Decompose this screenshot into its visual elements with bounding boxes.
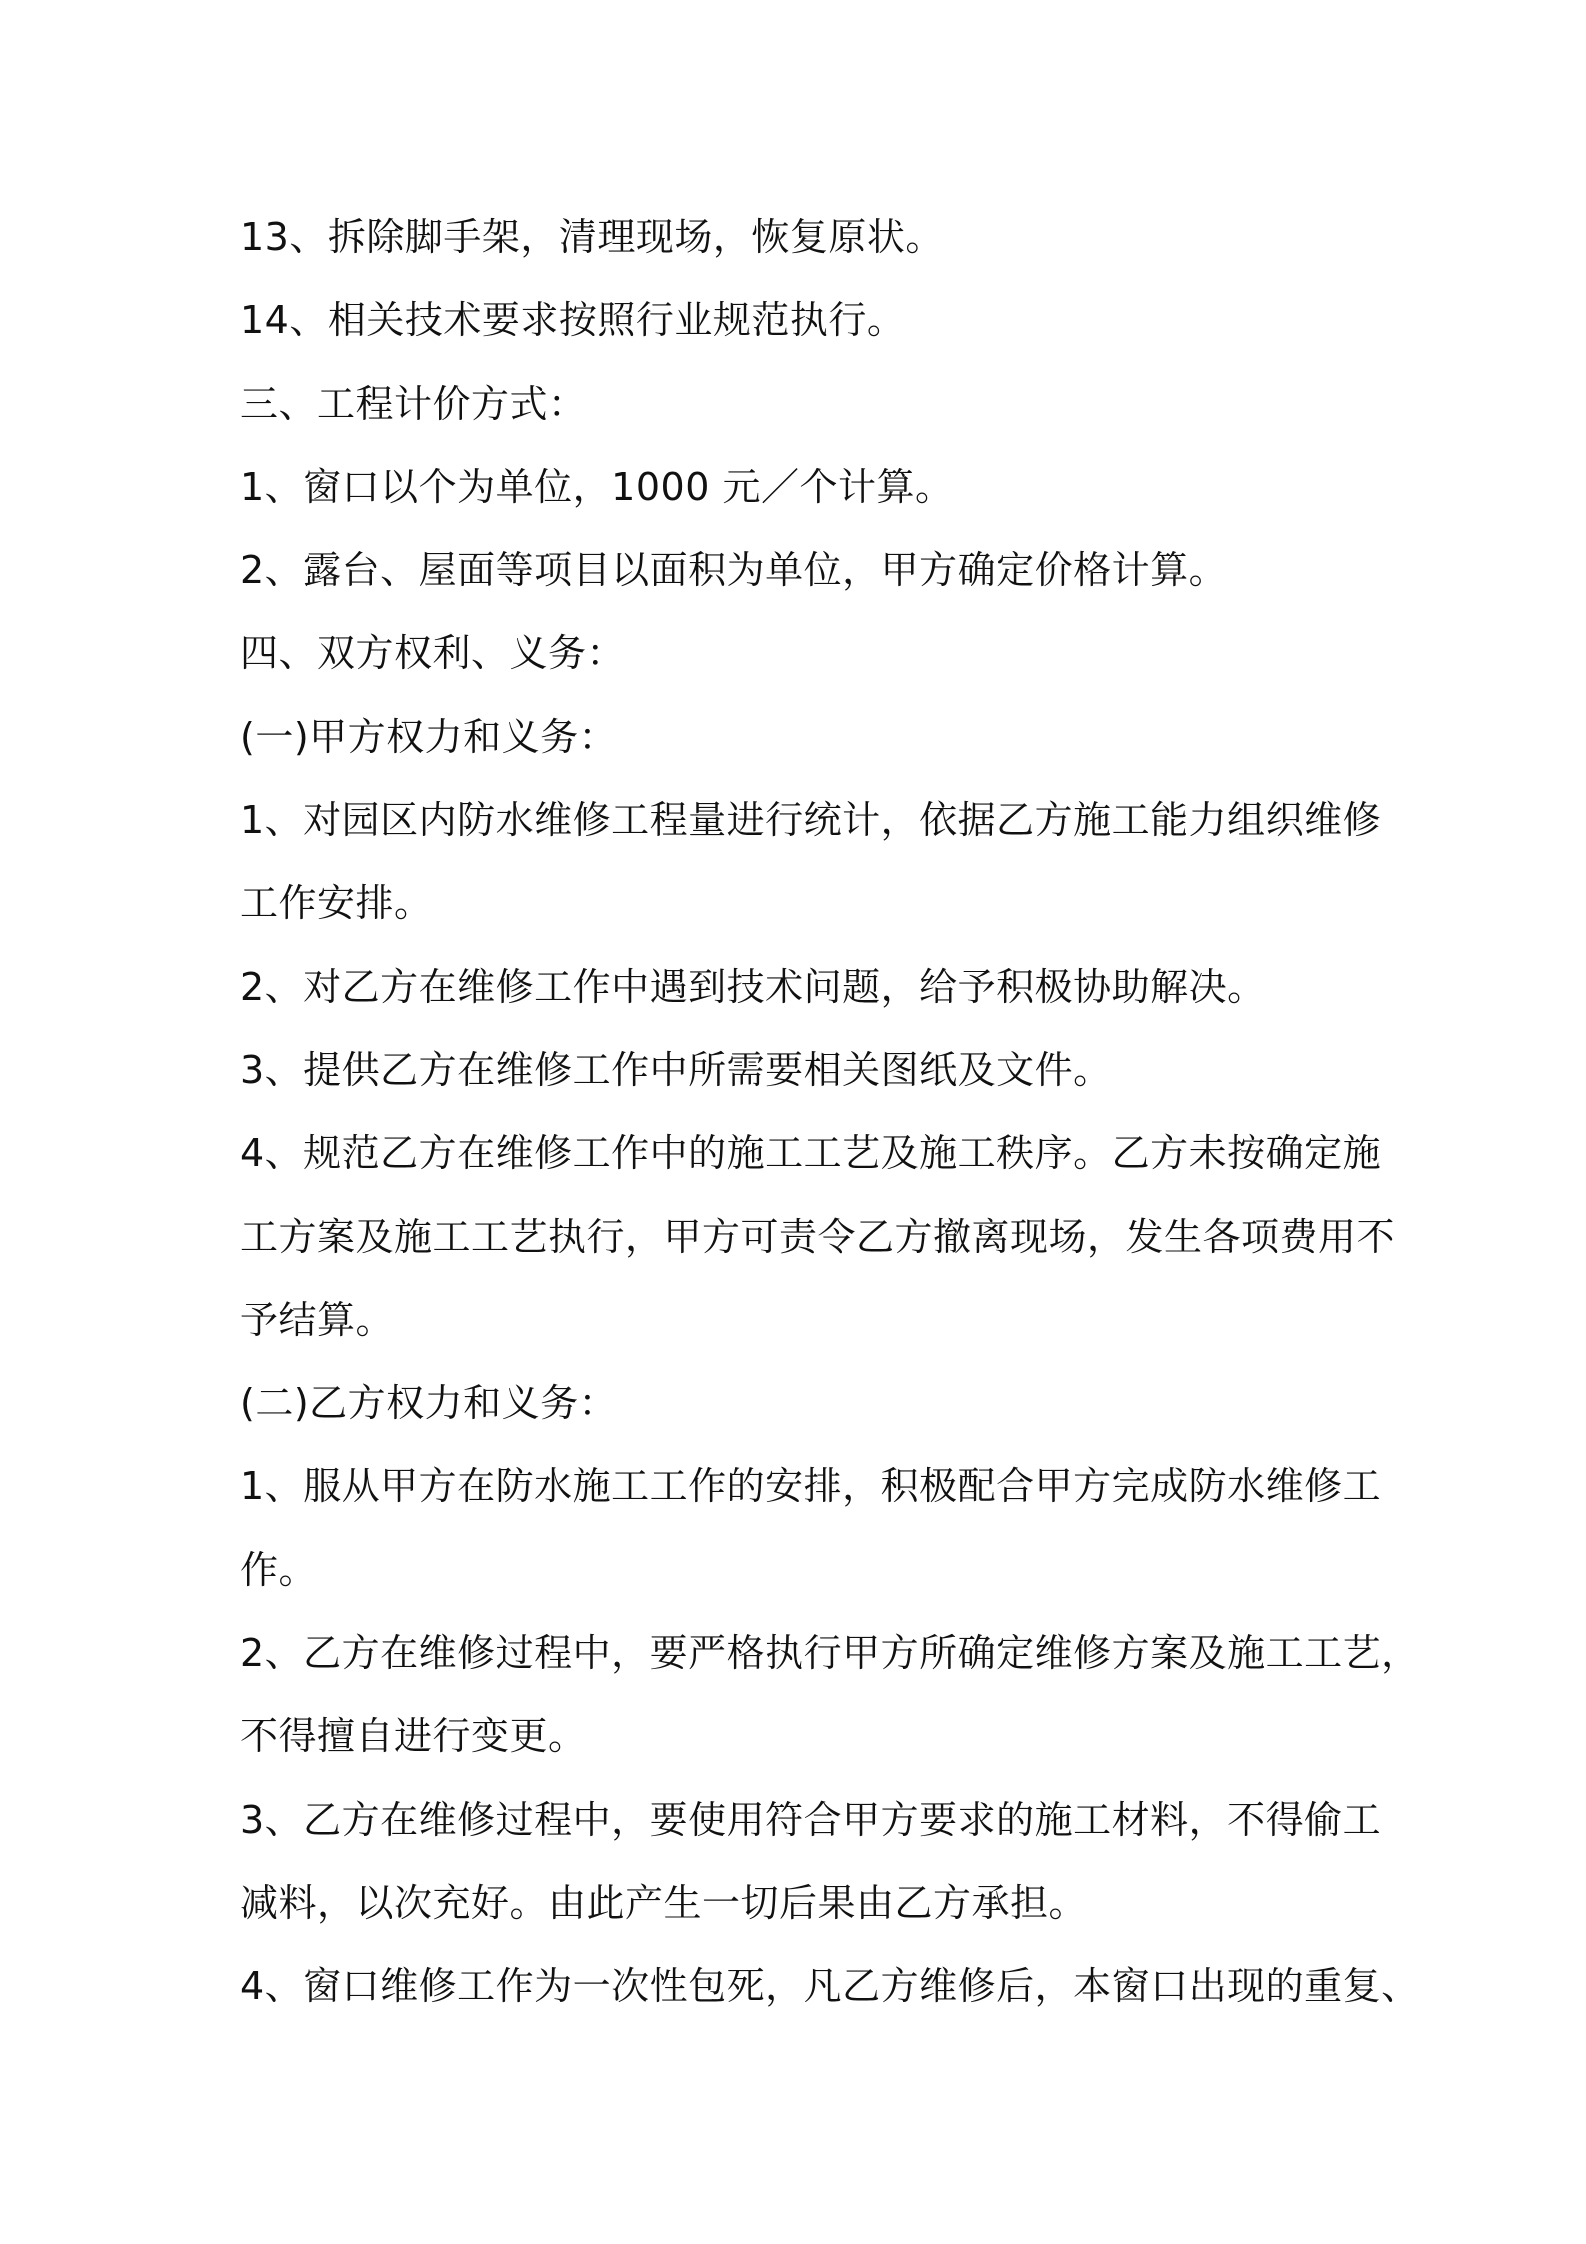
text-line: 不得擅自进行变更。 bbox=[240, 1714, 587, 1759]
subsection-heading: (二)乙方权力和义务： bbox=[240, 1381, 618, 1426]
text-line: 予结算。 bbox=[240, 1297, 395, 1342]
section-heading: 三、工程计价方式： bbox=[240, 381, 587, 426]
text-line: 4、窗口维修工作为一次性包死，凡乙方维修后，本窗口出现的重复、 bbox=[240, 1964, 1420, 2009]
text-line: 工方案及施工工艺执行，甲方可责令乙方撤离现场，发生各项费用不 bbox=[240, 1214, 1396, 1259]
text-line: 1、服从甲方在防水施工工作的安排，积极配合甲方完成防水维修工 bbox=[240, 1464, 1382, 1509]
text-line: 3、乙方在维修过程中，要使用符合甲方要求的施工材料，不得偷工 bbox=[240, 1797, 1382, 1842]
subsection-heading: (一)甲方权力和义务： bbox=[240, 714, 618, 759]
section-heading: 四、双方权利、义务： bbox=[240, 631, 626, 676]
text-line: 1、窗口以个为单位，1000 元／个计算。 bbox=[240, 464, 954, 509]
text-line: 1、对园区内防水维修工程量进行统计，依据乙方施工能力组织维修 bbox=[240, 798, 1382, 843]
text-line: 14、相关技术要求按照行业规范执行。 bbox=[240, 298, 906, 343]
text-line: 作。 bbox=[240, 1547, 318, 1592]
document-body bbox=[240, 196, 1420, 2029]
text-line: 3、提供乙方在维修工作中所需要相关图纸及文件。 bbox=[240, 1047, 1112, 1092]
text-line: 2、对乙方在维修工作中遇到技术问题，给予积极协助解决。 bbox=[240, 964, 1266, 1009]
text-line: 4、规范乙方在维修工作中的施工工艺及施工秩序。乙方未按确定施 bbox=[240, 1131, 1382, 1176]
text-line: 2、露台、屋面等项目以面积为单位，甲方确定价格计算。 bbox=[240, 548, 1228, 593]
text-line: 工作安排。 bbox=[240, 881, 433, 926]
text-line: 13、拆除脚手架，清理现场，恢复原状。 bbox=[240, 215, 944, 259]
text-line: 2、乙方在维修过程中，要严格执行甲方所确定维修方案及施工工艺， bbox=[240, 1631, 1420, 1676]
text-line: 减料，以次充好。由此产生一切后果由乙方承担。 bbox=[240, 1880, 1088, 1925]
